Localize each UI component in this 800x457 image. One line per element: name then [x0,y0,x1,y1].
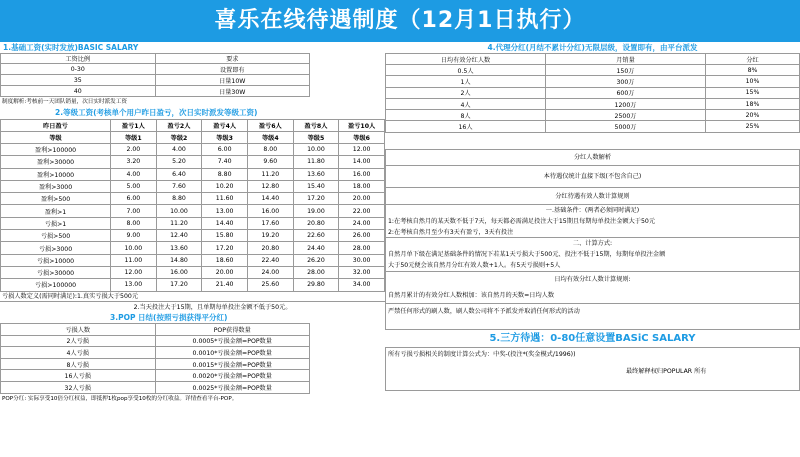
section3-title: 3.POP 日结(按照亏损获得平分红) [0,313,385,323]
table-cell: 22.40 [247,254,293,266]
table-cell: 盈利>30000 [1,156,111,168]
table-row [1,242,385,254]
table-cell: 亏损>1 [1,217,111,229]
table-cell: 8.00 [111,217,157,229]
table-cell: 2.00 [111,144,157,156]
table-cell: 26.00 [339,230,385,242]
basic-salary-table [0,53,310,97]
table-cell: 13.00 [111,279,157,291]
column-header: 等级1 [111,132,157,144]
left-column [0,43,385,404]
table-cell: 14.80 [156,254,202,266]
table-cell: 11.80 [293,156,339,168]
column-header: 盈亏4人 [202,120,248,132]
table-cell: 5.20 [156,156,202,168]
table-cell: 21.40 [202,279,248,291]
table-cell: 亏损>500 [1,230,111,242]
table-row [1,168,385,180]
column-header: 等级 [1,132,111,144]
pop-footer-note: POP分红: 实际享受10倍分红权益，即抵押1枚pop享受10枚的分红收益。详情查看平台-POP。 [2,395,238,402]
table-row [1,347,310,359]
column-header: 工资比例 [1,54,156,64]
table-cell: 1200万 [546,98,706,109]
table-row [1,217,385,229]
table-row [386,98,800,109]
table-cell: 亏损>100000 [1,279,111,291]
pop-table [0,323,310,394]
table-cell: 22.00 [339,205,385,217]
table-cell: 150万 [546,65,706,76]
table-cell: 11.00 [111,254,157,266]
table-cell: 9.60 [247,156,293,168]
table-cell: 盈利>1 [1,205,111,217]
table-row [1,205,385,217]
table-row [1,254,385,266]
table-cell: 2500万 [546,110,706,121]
calc-title: 二、计算方式: [572,239,613,247]
column-header: 要求 [155,54,310,64]
table-cell: 0.0010*亏损金额=POP数量 [155,347,310,359]
table-cell: 28.00 [293,266,339,278]
section2-title: 2.等级工资(考核单个用户昨日盈亏，次日实时派发等级工资) [0,107,385,119]
column-header: 盈亏10人 [339,120,385,132]
third-party-box [385,347,800,391]
table-cell: 32.00 [339,266,385,278]
table-cell: 2人亏损 [1,335,156,347]
table-cell: 16.00 [247,205,293,217]
table-cell: 8.80 [202,168,248,180]
table-row [1,279,385,291]
table-cell: 0.0025*亏损金额=POP数量 [155,381,310,393]
table-cell: 7.40 [202,156,248,168]
agent-dividend-table [385,53,800,133]
table-cell: 日量10W [155,75,310,86]
column-header: 盈亏6人 [247,120,293,132]
table-cell: 7.00 [111,205,157,217]
table-cell: 300万 [546,76,706,87]
column-header: 等级5 [293,132,339,144]
formula-text: 所有亏损亏损相关的制度计算公式为：中奖-(投注*(奖金模式/1996)) [388,350,576,358]
column-header: 盈亏8人 [293,120,339,132]
table-cell: 34.00 [339,279,385,291]
table-cell: 30.00 [339,254,385,266]
analysis-text: 本待遇仅统计直接下级(不包含自己) [386,166,799,188]
table-cell: 15.40 [293,180,339,192]
table-cell: 22.60 [293,230,339,242]
table-cell: 15% [706,87,800,98]
table-cell: 4人 [386,98,546,109]
table-cell: 4人亏损 [1,347,156,359]
table-cell: 20.00 [339,193,385,205]
column-header: 昨日盈亏 [1,120,111,132]
column-header: POP获得数量 [155,323,310,335]
table-cell: 8.80 [156,193,202,205]
table-cell: 13.60 [156,242,202,254]
loss-definition-note: 亏损人数定义(需同时满足):1.真实亏损大于500元 [0,292,385,302]
column-header: 等级2 [156,132,202,144]
table-cell: 10% [706,76,800,87]
dividend-rules-box [385,149,800,330]
loss-definition-note-2: 2.当天投注大于15期，且单期每单投注金额不低于50元。 [133,303,292,311]
table-cell: 2人 [386,87,546,98]
column-header: 等级6 [339,132,385,144]
table-cell: 0.5人 [386,65,546,76]
table-cell: 19.00 [293,205,339,217]
table-cell: 0.0005*亏损金额=POP数量 [155,335,310,347]
calc-line-1: 自然月单下级在满足基础条件的情况下若某1天亏损大于500元、投注不低于15期，每期每单投注金额 [388,250,666,258]
table-cell: 16人亏损 [1,370,156,382]
rules-title: 分红待遇有效人数计算规则 [386,188,799,205]
column-header: 月销量 [546,54,706,65]
table-cell: 35 [1,75,156,86]
table-cell: 6.40 [156,168,202,180]
table-cell: 20.80 [247,242,293,254]
table-cell: 25.60 [247,279,293,291]
table-header-row [1,323,310,335]
table-cell: 17.20 [202,242,248,254]
final-note: 最终解释权归POPULAR 所有 [626,367,707,375]
table-row [1,75,310,86]
table-cell: 0.0020*亏损金额=POP数量 [155,370,310,382]
table-cell: 10.00 [111,242,157,254]
table-cell: 14.40 [247,193,293,205]
table-cell: 亏损>3000 [1,242,111,254]
table-cell: 15.80 [202,230,248,242]
table-cell: 5.00 [111,180,157,192]
table-cell: 6.00 [202,144,248,156]
table-header-row [386,54,800,65]
condition-1: 1:在考核自然月的某天数不低于7天，每天都必需满足投注大于15期且每期每单投注金额大于50元 [388,217,656,225]
table-cell: 13.00 [202,205,248,217]
section5-title: 5.三方待遇：0-80任意设置BASiC SALARY [385,330,800,347]
table-cell: 17.60 [247,217,293,229]
table-row [1,156,385,168]
right-column [385,43,800,391]
column-header: 等级3 [202,132,248,144]
table-cell: 16人 [386,121,546,132]
table-cell: 设置即有 [155,64,310,75]
table-cell: 8人亏损 [1,358,156,370]
column-header: 日均有效分红人数 [386,54,546,65]
table-cell: 10.00 [156,205,202,217]
table-cell: 盈利>100000 [1,144,111,156]
table-cell: 18% [706,98,800,109]
section1-title: 1.基础工资(实时发放)BASIC SALARY [0,43,385,53]
table-cell: 13.60 [293,168,339,180]
table-cell: 8% [706,65,800,76]
table-cell: 32人亏损 [1,381,156,393]
table-cell: 4.00 [111,168,157,180]
table-cell: 1人 [386,76,546,87]
table-cell: 17.20 [293,193,339,205]
table-cell: 5000万 [546,121,706,132]
table-cell: 盈利>3000 [1,180,111,192]
condition-2: 2:在考核自然月至少有3天有盈亏，3天有投注 [386,227,799,238]
column-header: 亏损人数 [1,323,156,335]
table-cell: 4.00 [156,144,202,156]
table-cell: 8.00 [247,144,293,156]
table-row [1,144,385,156]
table-cell: 0.0015*亏损金额=POP数量 [155,358,310,370]
table-header-row [1,120,385,132]
table-header-row [1,54,310,64]
table-cell: 24.40 [293,242,339,254]
table-cell: 12.80 [247,180,293,192]
table-row [1,335,310,347]
table-row [1,370,310,382]
table-cell: 20.00 [202,266,248,278]
basic-salary-note: 制度解析:考核前一天团队销量，次日实时派发工资 [2,99,127,105]
table-cell: 19.20 [247,230,293,242]
table-row [1,193,385,205]
table-cell: 8人 [386,110,546,121]
table-cell: 11.20 [156,217,202,229]
table-row [1,180,385,192]
table-cell: 3.20 [111,156,157,168]
table-cell: 25% [706,121,800,132]
table-row [1,266,385,278]
table-cell: 日量30W [155,86,310,97]
table-row [386,65,800,76]
table-cell: 26.20 [293,254,339,266]
table-cell: 亏损>30000 [1,266,111,278]
table-cell: 盈利>10000 [1,168,111,180]
table-cell: 9.00 [111,230,157,242]
page-title: 喜乐在线待遇制度（12月1日执行） [0,0,800,42]
analysis-title: 分红人数解析 [386,150,799,166]
table-cell: 17.20 [156,279,202,291]
table-row [386,121,800,132]
basic-condition: 一.基础条件：(两者必须同时满足) [545,206,640,214]
table-cell: 29.80 [293,279,339,291]
table-cell: 11.20 [247,168,293,180]
column-header: 盈亏2人 [156,120,202,132]
table-cell: 600万 [546,87,706,98]
table-row [386,76,800,87]
daily-rule-1: 自然月累计的有效分红人数相加：该自然月的天数=日均人数 [386,288,799,304]
table-cell: 亏损>10000 [1,254,111,266]
table-cell: 6.00 [111,193,157,205]
table-cell: 20% [706,110,800,121]
table-cell: 12.00 [339,144,385,156]
table-row [386,110,800,121]
table-row [1,86,310,97]
table-row [1,64,310,75]
table-cell: 18.00 [339,180,385,192]
column-header: 等级4 [247,132,293,144]
table-cell: 28.00 [339,242,385,254]
table-cell: 14.00 [339,156,385,168]
level-salary-table [0,119,385,292]
table-cell: 12.40 [156,230,202,242]
table-cell: 20.80 [293,217,339,229]
table-cell: 16.00 [339,168,385,180]
calc-line-2: 大于50元便会该自然月分红有效人数+1人。有5天亏损则+5人 [386,260,799,272]
table-cell: 盈利>500 [1,193,111,205]
table-row [1,381,310,393]
table-cell: 0-30 [1,64,156,75]
table-cell: 24.00 [339,217,385,229]
section4-title: 4.代理分红(月结不累计分红)无限层级，设置即有，由平台派发 [385,43,800,53]
column-header: 盈亏1人 [111,120,157,132]
table-row [386,87,800,98]
table-row [1,230,385,242]
table-cell: 24.00 [247,266,293,278]
daily-rule-2: 严禁任何形式的刷人数，刷人数公司将不予派发并取消任何形式的活动 [388,307,580,315]
table-cell: 11.60 [202,193,248,205]
table-cell: 18.60 [202,254,248,266]
table-row [1,358,310,370]
table-cell: 14.40 [202,217,248,229]
table-cell: 16.00 [156,266,202,278]
table-cell: 10.00 [293,144,339,156]
table-cell: 7.60 [156,180,202,192]
table-header-row [1,132,385,144]
table-cell: 40 [1,86,156,97]
table-cell: 12.00 [111,266,157,278]
column-header: 分红 [706,54,800,65]
daily-rules-title: 日均有效分红人数计算规则: [554,275,631,283]
table-cell: 10.20 [202,180,248,192]
